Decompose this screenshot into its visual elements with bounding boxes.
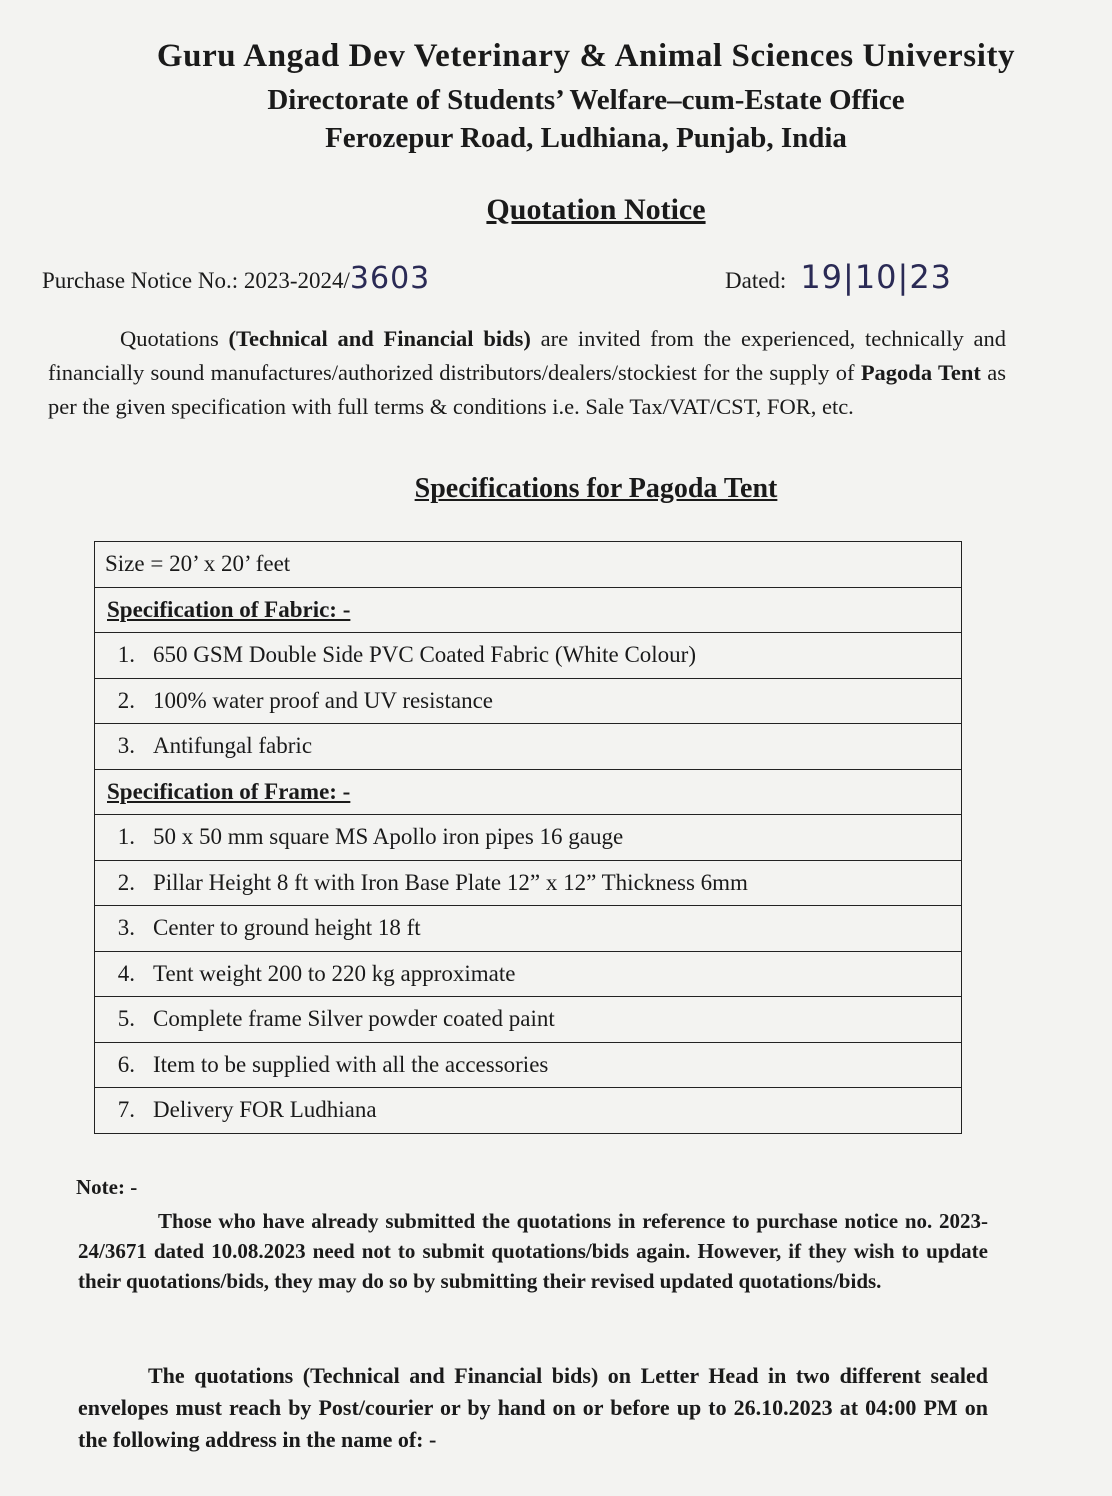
- frame-item-text: 50 x 50 mm square MS Apollo iron pipes 16 gauge: [153, 824, 624, 850]
- frame-item-row: [95, 861, 961, 907]
- directorate-name: Directorate of Students’ Welfare–cum-Estate Office: [267, 84, 905, 116]
- document-title: Quotation Notice: [486, 193, 706, 226]
- fabric-item-row: [95, 633, 961, 679]
- closing-text: The quotations (Technical and Financial bids) on Letter Head in two different sealed envelopes must reach by Post/courier or by hand on or before up to 26.10.2023 at 04:00 PM on the following address in the name of: -: [78, 1363, 988, 1452]
- frame-item-text: Tent weight 200 to 220 kg approximate: [153, 960, 516, 986]
- frame-item-number: 5.: [117, 1006, 135, 1032]
- frame-item-row: [95, 1043, 961, 1089]
- note-paragraph: Those who have already submitted the quotations in reference to purchase notice no. 2023-24/3671 dated 10.08.2023 need not to submit quotations/bids again. However, if they wish to update their quotations/bids, they may do so by submitting their revised updated quotations/bids.: [78, 1209, 988, 1293]
- fabric-item-row: [95, 724, 961, 770]
- frame-heading-row: Specification of Frame: -: [95, 770, 961, 816]
- date-field: [725, 258, 952, 296]
- frame-item-text: Item to be supplied with all the accessories: [153, 1051, 549, 1077]
- handwritten-notice-number: 3603: [349, 261, 431, 296]
- frame-item-row: [95, 906, 961, 952]
- closing-paragraph: [78, 1360, 988, 1456]
- intro-text-1: Quotations: [120, 326, 229, 351]
- frame-item-number: 1.: [117, 824, 135, 850]
- handwritten-date: 19|10|23: [800, 258, 953, 296]
- frame-item-number: 7.: [117, 1097, 135, 1123]
- intro-text-2: are invited from the experienced, technically and financially sound manufactures/authorized distributors/dealers/stockiest for the supply of: [48, 326, 1006, 385]
- specifications-table: [94, 541, 962, 1134]
- frame-item-number: 3.: [117, 915, 135, 941]
- frame-item-text: Complete frame Silver powder coated paint: [153, 1006, 555, 1032]
- intro-paragraph: [48, 322, 1006, 424]
- purchase-notice-label: Purchase Notice No.: 2023-2024/: [42, 268, 350, 293]
- note-label: Note: -: [76, 1175, 138, 1199]
- frame-item-number: 4.: [117, 960, 135, 986]
- frame-item-row: [95, 815, 961, 861]
- fabric-item-number: 1.: [117, 642, 135, 668]
- specifications-title: Specifications for Pagoda Tent: [414, 473, 778, 504]
- purchase-notice-number: [42, 261, 430, 296]
- fabric-item-text: 650 GSM Double Side PVC Coated Fabric (White Colour): [153, 642, 697, 668]
- frame-item-number: 2.: [117, 869, 135, 895]
- fabric-item-number: 3.: [117, 733, 135, 759]
- size-row: Size = 20’ x 20’ feet: [95, 542, 961, 588]
- fabric-item-number: 2.: [117, 687, 135, 713]
- dated-label: Dated:: [725, 268, 787, 293]
- frame-item-row: [95, 952, 961, 998]
- intro-bold-item: Pagoda Tent: [860, 360, 981, 385]
- intro-bold-bids: (Technical and Financial bids): [228, 326, 531, 351]
- fabric-item-text: Antifungal fabric: [153, 733, 313, 759]
- fabric-item-text: 100% water proof and UV resistance: [153, 687, 493, 713]
- fabric-heading-row: Specification of Fabric: -: [95, 588, 961, 634]
- fabric-item-row: [95, 679, 961, 725]
- note-text: [78, 1206, 988, 1296]
- frame-item-text: Delivery FOR Ludhiana: [153, 1097, 377, 1123]
- frame-item-row: [95, 1088, 961, 1134]
- university-name: Guru Angad Dev Veterinary & Animal Sciences University: [156, 38, 1016, 74]
- intro-text-3: as per the given specification with full terms & conditions i.e. Sale Tax/VAT/CST, FOR, etc.: [48, 360, 1006, 419]
- frame-item-text: Center to ground height 18 ft: [153, 915, 421, 941]
- address-line: Ferozepur Road, Ludhiana, Punjab, India: [325, 122, 847, 154]
- frame-item-number: 6.: [117, 1051, 135, 1077]
- frame-item-text: Pillar Height 8 ft with Iron Base Plate 12” x 12” Thickness 6mm: [153, 869, 748, 895]
- frame-item-row: [95, 997, 961, 1043]
